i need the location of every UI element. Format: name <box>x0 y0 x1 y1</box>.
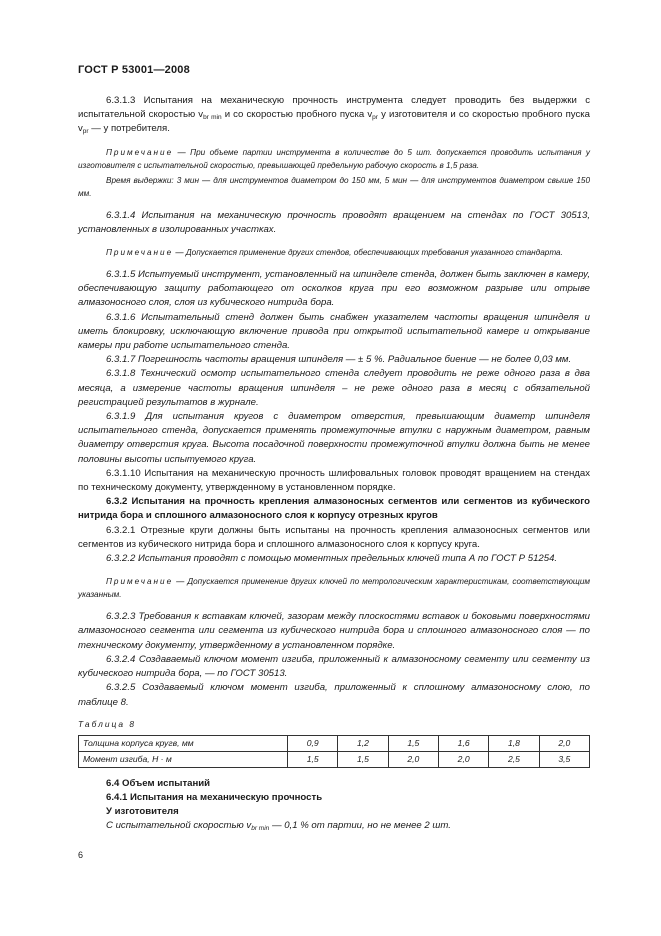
table-cell: 1,2 <box>338 735 388 751</box>
table-cell: 2,0 <box>438 751 488 767</box>
heading-manufacturer: У изготовителя <box>106 806 179 818</box>
clause-6-3-1-5: 6.3.1.5 Испытуемый инструмент, установленный на шпинделе стенда, должен быть заключен в камеру, обеспечивающую защиту работающего от осколков круга при его возможном разрыве или отрыве алмазоносного слоя, слоя из кубического нитрида бора. <box>78 269 590 309</box>
text: и со скоростью пробного пуска v <box>221 109 373 121</box>
note-label: Примечание <box>106 147 174 157</box>
subscript: pr <box>372 114 378 122</box>
row-label: Толщина корпуса кругв, мм <box>79 735 288 751</box>
heading-6-4: 6.4 Объем испытаний <box>106 777 211 789</box>
subscript: br min <box>251 825 270 833</box>
clause-6-3-2-2: 6.3.2.2 Испытания проводят с помощью моментных предельных ключей типа А по ГОСТ Р 51254. <box>106 553 558 565</box>
note-2 <box>78 246 590 259</box>
clause-6-3-2-1: 6.3.2.1 Отрезные круги должны быть испытаны на прочность крепления алмазоносных сегментов или сегментов из кубического нитрида бора и сплошного алмазоносного слоя к корпусу круга. <box>78 524 590 550</box>
table-cell: 1,5 <box>338 751 388 767</box>
table-cell: 2,0 <box>539 735 589 751</box>
note-text: — При объеме партии инструмента в количестве до 5 шт. допускается проводить испытания у изготовителя с испытательной скоростью, превышающей предельную рабочую скорость в 1,5 раза. <box>78 147 590 170</box>
clause-6-3-1-6: 6.3.1.6 Испытательный стенд должен быть снабжен указателем частоты вращения шпинделя и иметь блокировку, исключающую включение привода при открытой испытательной камере и открывание камеры при работе испытательного стенда. <box>78 311 590 352</box>
text: 6.3.1.3 Испытания на механическую прочность инструмента следует проводить без выдержки с испытательной скоростью v <box>78 95 590 121</box>
table-cell: 1,8 <box>489 735 539 751</box>
table-cell: 2,0 <box>388 751 438 767</box>
note-1 <box>78 146 590 172</box>
table-cell: 1,6 <box>438 735 488 751</box>
heading-6-3-2: 6.3.2 Испытания на прочность крепления алмазоносных сегментов или сегментов из кубического нитрида бора и сплошного алмазоносного слоя к корпусу отрезных кругов <box>78 496 590 522</box>
note-text: — Допускается применение других стендов, обеспечивающих требования указанного стандарта. <box>173 248 563 258</box>
clause-6-3-1-10: 6.3.1.10 Испытания на механическую прочность шлифовальных головок проводят вращением на стендах по техническому документу, утвержденному в установленном порядке. <box>78 467 590 494</box>
page-number: 6 <box>78 850 84 860</box>
clause-test-speed <box>78 819 590 833</box>
table-8 <box>78 735 590 768</box>
note-1-b: Время выдержки: 3 мин — для инструментов диаметром до 150 мм, 5 мин — для инструментов диаметром свыше 150 мм. <box>78 175 590 198</box>
table-cell: 3,5 <box>539 751 589 767</box>
clause-6-3-1-7: 6.3.1.7 Погрешность частоты вращения шпинделя — ± 5 %. Радиальное биение — не более 0,03 мм. <box>106 354 572 366</box>
document-header: ГОСТ Р 53001—2008 <box>78 64 190 76</box>
note-label: Примечание <box>106 577 174 587</box>
table-row <box>79 751 590 767</box>
clause-6-3-1-8: 6.3.1.8 Технический осмотр испытательного стенда следует проводить не реже одного раза в два месяца, а измерение частоты вращения шпинделя – не реже одного раза в месяц с обязательной регистрацией результатов в журнале. <box>78 368 590 408</box>
table-cell: 1,5 <box>388 735 438 751</box>
note-text: — Допускается применение других ключей по метрологическим характеристикам, соответствующим указанным. <box>78 577 590 600</box>
table-row <box>79 735 590 751</box>
clause-6-3-1-3 <box>78 94 590 137</box>
note-label: Примечание <box>106 248 174 258</box>
table-cell: 1,5 <box>288 751 338 767</box>
table-cell: 0,9 <box>288 735 338 751</box>
table-caption: Таблица 8 <box>78 718 137 729</box>
clause-6-3-1-9: 6.3.1.9 Для испытания кругов с диаметром отверстия, превышающим диаметр шпинделя испытательного стенда, допускается применять промежуточные втулки с наружным диаметром, равным диаметру отверстия круга. Высота посадочной поверхности промежуточной втулки должна быть не менее половины высоты испытуемого круга. <box>78 411 590 465</box>
note-3 <box>78 575 590 601</box>
text: — 0,1 % от партии, но не менее 2 шт. <box>269 820 451 832</box>
row-label: Момент изгиба, Н · м <box>79 751 288 767</box>
clause-6-3-1-4: 6.3.1.4 Испытания на механическую прочность проводят вращением на стендах по ГОСТ 30513, установленных в изолированных участках. <box>78 209 590 235</box>
subscript: pr <box>82 128 89 136</box>
text: у изготовителя и со скоростью пробного пуска v <box>78 109 590 135</box>
document-page <box>78 64 590 834</box>
text: С испытательной скоростью v <box>106 820 252 832</box>
heading-6-4-1: 6.4.1 Испытания на механическую прочность <box>106 791 323 803</box>
text: — у потребителя. <box>88 123 170 135</box>
clause-6-3-2-5: 6.3.2.5 Создаваемый ключом момент изгиба, приложенный к сплошному алмазоносному слою, по таблице 8. <box>78 682 590 708</box>
clause-6-3-2-4: 6.3.2.4 Создаваемый ключом момент изгиба, приложенный к алмазоносному сегменту или сегменту из кубического нитрида бора, — по ГОСТ 30513. <box>78 653 590 680</box>
table-cell: 2,5 <box>489 751 539 767</box>
subscript: br min <box>203 114 222 122</box>
clause-6-3-2-3: 6.3.2.3 Требования к вставкам ключей, зазорам между плоскостями вставок и боковыми поверхностями алмазоносного сегмента или сегмента из кубического нитрида бора и сплошного алмазоносного слоя — по техническому документу, утвержденному в установленном порядке. <box>78 611 590 651</box>
